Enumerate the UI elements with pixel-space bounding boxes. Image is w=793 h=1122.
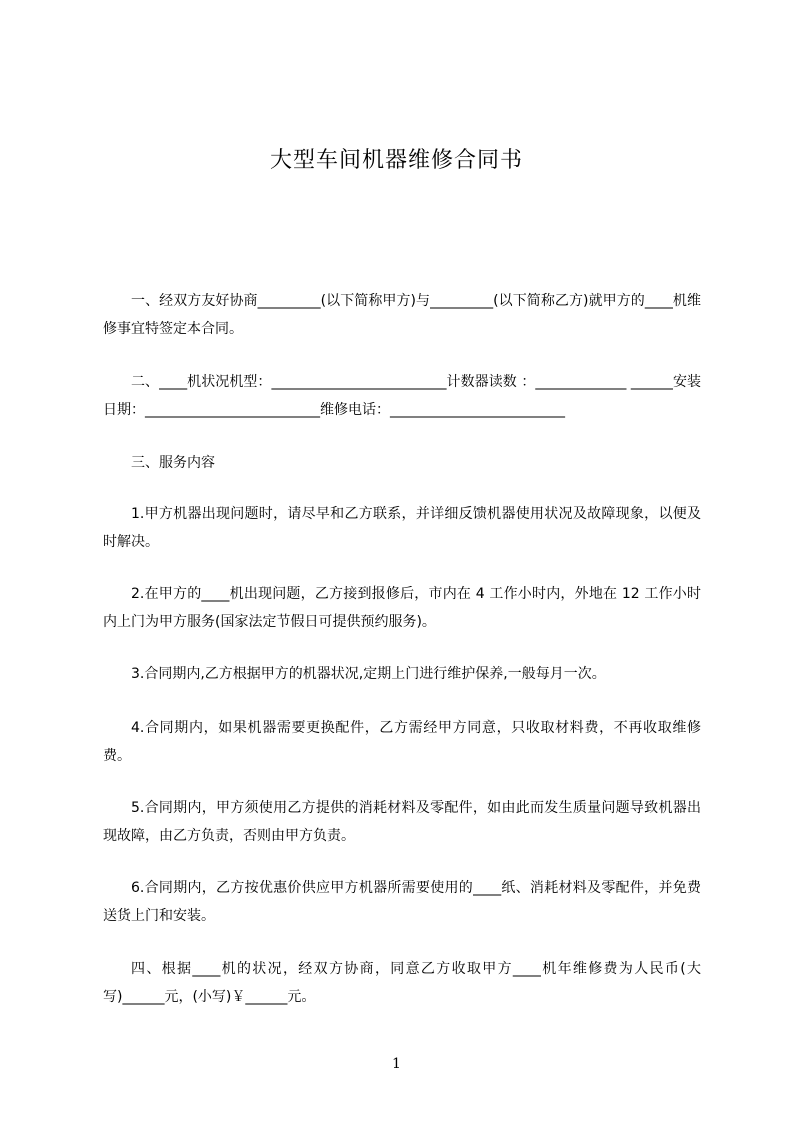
page-number: 1 <box>392 1056 401 1072</box>
paragraph-2: 二、____机状况机型：_________________________计数器读数 ：_____________ ______安装日期：_________________________维修电话：_________________________ <box>103 374 701 418</box>
paragraph-7: 4.合同期内，如果机器需要更换配件，乙方需经甲方同意，只收取材料费，不再收取维修费。 <box>103 720 701 764</box>
document-title: 大型车间机器维修合同书 <box>269 148 523 173</box>
paragraph-4: 1.甲方机器出现问题时，请尽早和乙方联系，并详细反馈机器使用状况及故障现象，以便及时解决。 <box>103 506 701 550</box>
paragraph-5: 2.在甲方的____机出现问题，乙方接到报修后，市内在 4 工作小时内，外地在 12 工作小时内上门为甲方服务(国家法定节假日可提供预约服务)。 <box>103 586 701 630</box>
paragraph-1: 一、经双方友好协商_________(以下简称甲方)与_________(以下简称乙方)就甲方的____机维修事宜特签定本合同。 <box>103 293 701 337</box>
paragraph-6: 3.合同期内,乙方根据甲方的机器状况,定期上门进行维护保养,一般每月一次。 <box>131 666 606 682</box>
paragraph-8: 5.合同期内，甲方须使用乙方提供的消耗材料及零配件，如由此而发生质量问题导致机器出现故障，由乙方负责，否则由甲方负责。 <box>103 800 701 844</box>
paragraph-3: 三、服务内容 <box>131 455 215 471</box>
paragraph-10: 四、根据____机的状况，经双方协商，同意乙方收取甲方____机年维修费为人民币(大写)______元，(小写)￥______元。 <box>103 961 701 1005</box>
paragraph-9: 6.合同期内，乙方按优惠价供应甲方机器所需要使用的____纸、消耗材料及零配件，并免费送货上门和安装。 <box>103 880 701 924</box>
